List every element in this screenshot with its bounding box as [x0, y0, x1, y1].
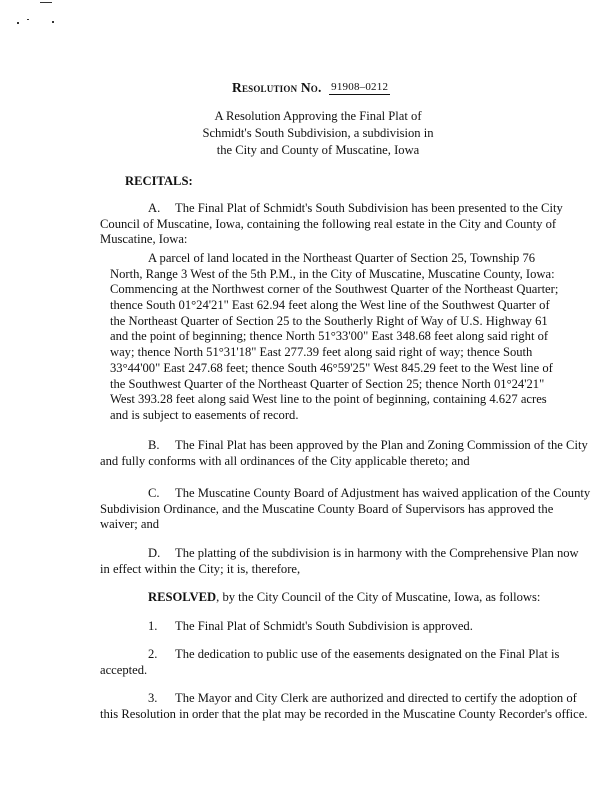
paragraph-line: thence South 01°24'21" East 62.94 feet along the West line of the Southwest Quarter of [110, 298, 550, 313]
recital-b [100, 438, 588, 469]
paragraph-line: Muscatine, Iowa: [100, 232, 188, 247]
recital-b-marker: B. [148, 438, 160, 452]
resolved-text: , by the City Council of the City of Muscatine, Iowa, as follows: [216, 590, 541, 604]
item-3-marker: 3. [148, 691, 158, 705]
scan-mark [27, 19, 29, 20]
paragraph-line: A parcel of land located in the Northeast Quarter of Section 25, Township 76 [148, 251, 536, 265]
resolution-title [232, 80, 390, 96]
paragraph-line: The Muscatine County Board of Adjustment has waived application of the County [175, 486, 591, 500]
paragraph-line: and the point of beginning; thence North 51°33'00" East 348.68 feet along said right of [110, 329, 549, 344]
recital-d [100, 546, 579, 577]
paragraph-line: The Final Plat of Schmidt's South Subdivision has been presented to the City [175, 201, 563, 215]
parcel-description [110, 251, 558, 424]
recital-a-marker: A. [148, 201, 161, 215]
paragraph-line: Commencing at the Northwest corner of the Southwest Quarter of the Northeast Quarter; [110, 282, 559, 297]
paragraph-line: West 393.28 feet along said West line to the point of beginning, containing 4.627 acres [110, 392, 547, 407]
paragraph-line: The Final Plat of Schmidt's South Subdivision is approved. [175, 619, 473, 633]
paragraph-line: this Resolution in order that the plat may be recorded in the Muscatine County Recorder's office. [100, 706, 588, 721]
scan-mark [52, 21, 54, 23]
recitals-heading: RECITALS: [125, 174, 193, 188]
recital-c-marker: C. [148, 486, 160, 500]
resolved-item-3 [100, 691, 587, 722]
paragraph-line: The dedication to public use of the easements designated on the Final Plat is [175, 647, 560, 661]
title-label: Resolution No. [232, 80, 322, 95]
paragraph-line: Council of Muscatine, Iowa, containing the following real estate in the City and County of [100, 216, 557, 231]
recital-c [100, 486, 590, 533]
resolved-keyword: RESOLVED [148, 590, 217, 604]
subtitle-line: the City and County of Muscatine, Iowa [216, 143, 420, 157]
paragraph-line: The Final Plat has been approved by the Plan and Zoning Commission of the City [175, 438, 588, 452]
recital-d-marker: D. [148, 546, 161, 560]
resolution-subtitle [200, 108, 436, 159]
resolution-number: 91908–0212 [331, 81, 389, 93]
item-1-marker: 1. [148, 619, 158, 633]
resolved-clause [148, 590, 540, 606]
paragraph-line: 33°44'00" East 247.68 feet; thence South 46°59'25" West 845.29 feet to the West line of [110, 360, 553, 375]
scan-mark [17, 22, 19, 24]
item-2-marker: 2. [148, 647, 158, 661]
subtitle-line: Schmidt's South Subdivision, a subdivision in [202, 126, 434, 140]
paragraph-line: North, Range 3 West of the 5th P.M., in the City of Muscatine, Muscatine County, Iowa: [110, 266, 555, 281]
paragraph-line: and fully conforms with all ordinances of the City applicable thereto; and [100, 453, 470, 468]
resolved-item-2 [100, 647, 559, 678]
paragraph-line: The Mayor and City Clerk are authorized and directed to certify the adoption of [175, 691, 577, 705]
paragraph-line: waiver; and [100, 517, 160, 532]
paragraph-line: in effect within the City; it is, therefore, [100, 561, 301, 576]
paragraph-line: the Southwest Quarter of the Northeast Quarter of Section 25; thence North 01°24'21" [110, 376, 545, 391]
subtitle-line: A Resolution Approving the Final Plat of [214, 109, 422, 123]
paragraph-line: The platting of the subdivision is in harmony with the Comprehensive Plan now [175, 546, 579, 560]
paragraph-line: and is subject to easements of record. [110, 407, 299, 422]
paragraph-line: accepted. [100, 662, 148, 677]
recital-a [100, 201, 563, 248]
scan-mark [40, 2, 52, 3]
paragraph-line: Subdivision Ordinance, and the Muscatine County Board of Supervisors has approved the [100, 501, 554, 516]
resolved-item-1 [100, 619, 473, 635]
paragraph-line: way; thence North 51°31'18" East 277.39 feet along said right of way; thence South [110, 345, 533, 360]
paragraph-line: the Northeast Quarter of Section 25 to the Southerly Right of Way of U.S. Highway 61 [110, 313, 548, 328]
